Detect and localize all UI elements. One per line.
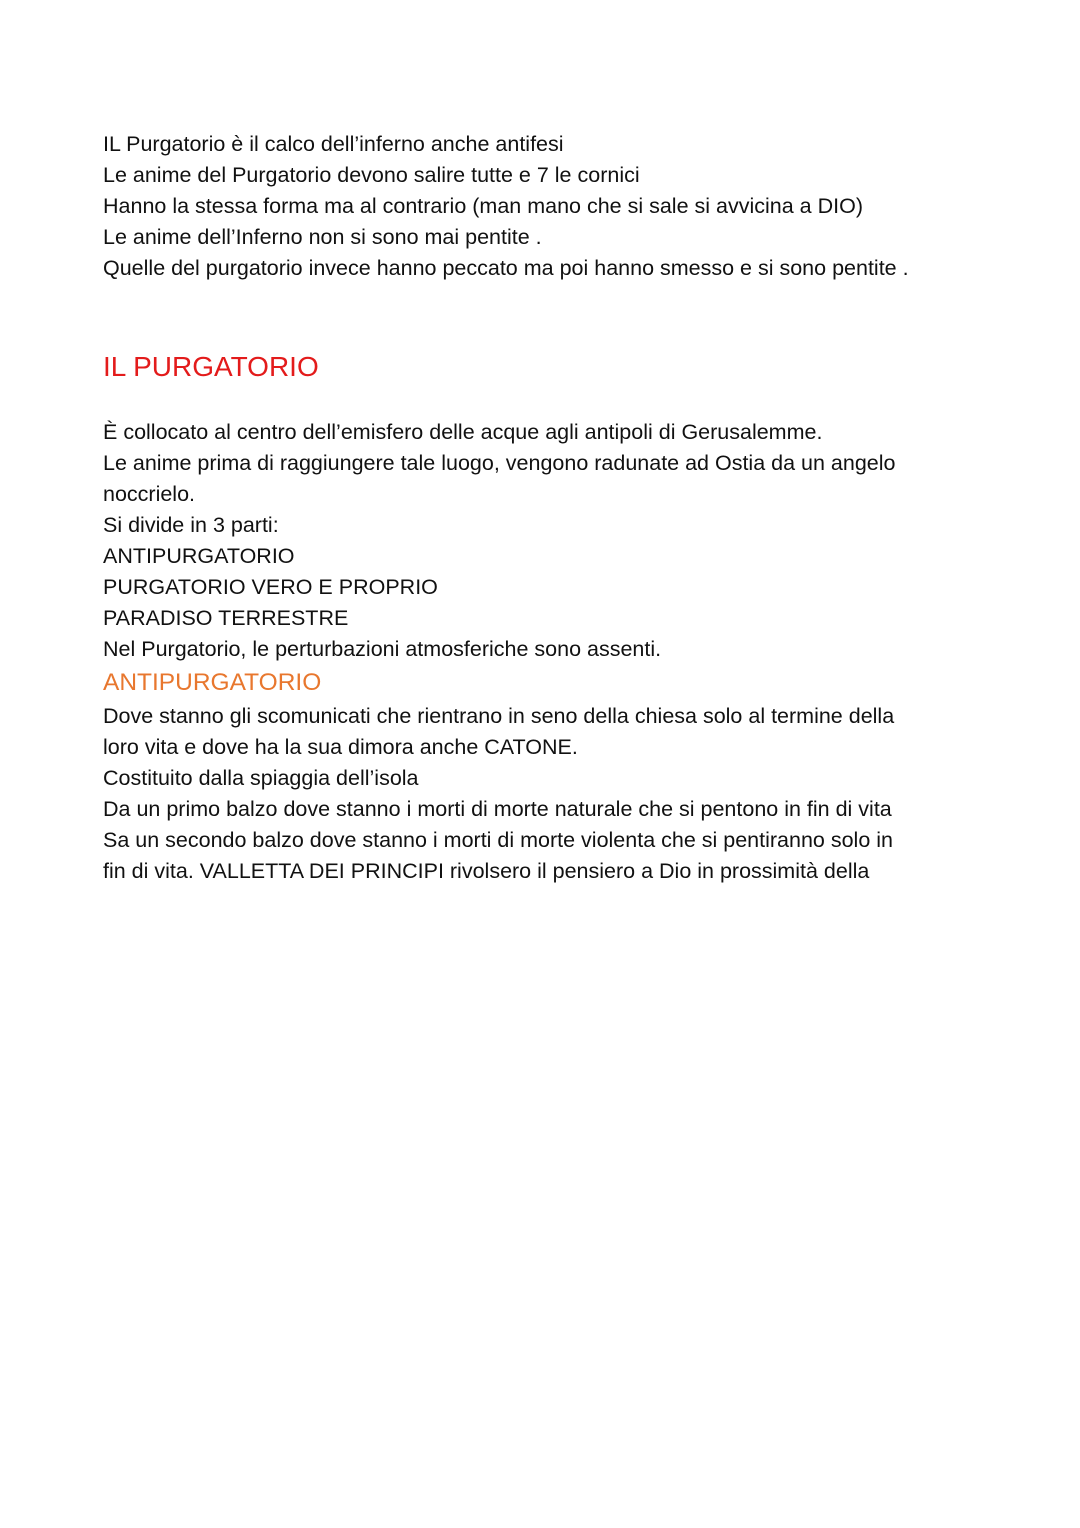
text-line: IL Purgatorio è il calco dell’inferno anche antifesi (103, 132, 564, 156)
text-line: Le anime del Purgatorio devono salire tutte e 7 le cornici (103, 163, 640, 187)
text-line: È collocato al centro dell’emisfero delle acque agli antipoli di Gerusalemme. (103, 420, 823, 444)
text-line: Le anime prima di raggiungere tale luogo, vengono radunate ad Ostia da un angelo (103, 451, 896, 475)
text-line: noccrielo. (103, 482, 196, 506)
subsection-heading: ANTIPURGATORIO (103, 669, 322, 696)
intro-paragraph (103, 129, 1003, 284)
text-line: Quelle del purgatorio invece hanno peccato ma poi hanno smesso e si sono pentite . (103, 256, 909, 280)
purgatorio-paragraph (103, 417, 1003, 665)
section-heading: IL PURGATORIO (103, 351, 319, 382)
text-line: loro vita e dove ha la sua dimora anche CATONE. (103, 735, 578, 759)
text-line: Le anime dell’Inferno non si sono mai pentite . (103, 225, 542, 249)
text-line: Sa un secondo balzo dove stanno i morti di morte violenta che si pentiranno solo in (103, 828, 893, 852)
text-line: PURGATORIO VERO E PROPRIO (103, 575, 438, 599)
text-line: Costituito dalla spiaggia dell’isola (103, 766, 419, 790)
text-line: ANTIPURGATORIO (103, 544, 295, 568)
text-line: Nel Purgatorio, le perturbazioni atmosferiche sono assenti. (103, 637, 662, 661)
text-line: Dove stanno gli scomunicati che rientrano in seno della chiesa solo al termine della (103, 704, 895, 728)
text-line: Da un primo balzo dove stanno i morti di morte naturale che si pentono in fin di vita (103, 797, 892, 821)
text-line: Si divide in 3 parti: (103, 513, 279, 537)
text-line: PARADISO TERRESTRE (103, 606, 349, 630)
text-line: Hanno la stessa forma ma al contrario (man mano che si sale si avvicina a DIO) (103, 194, 863, 218)
text-line: fin di vita. VALLETTA DEI PRINCIPI rivolsero il pensiero a Dio in prossimità della (103, 859, 870, 883)
antipurgatorio-paragraph (103, 701, 1003, 887)
